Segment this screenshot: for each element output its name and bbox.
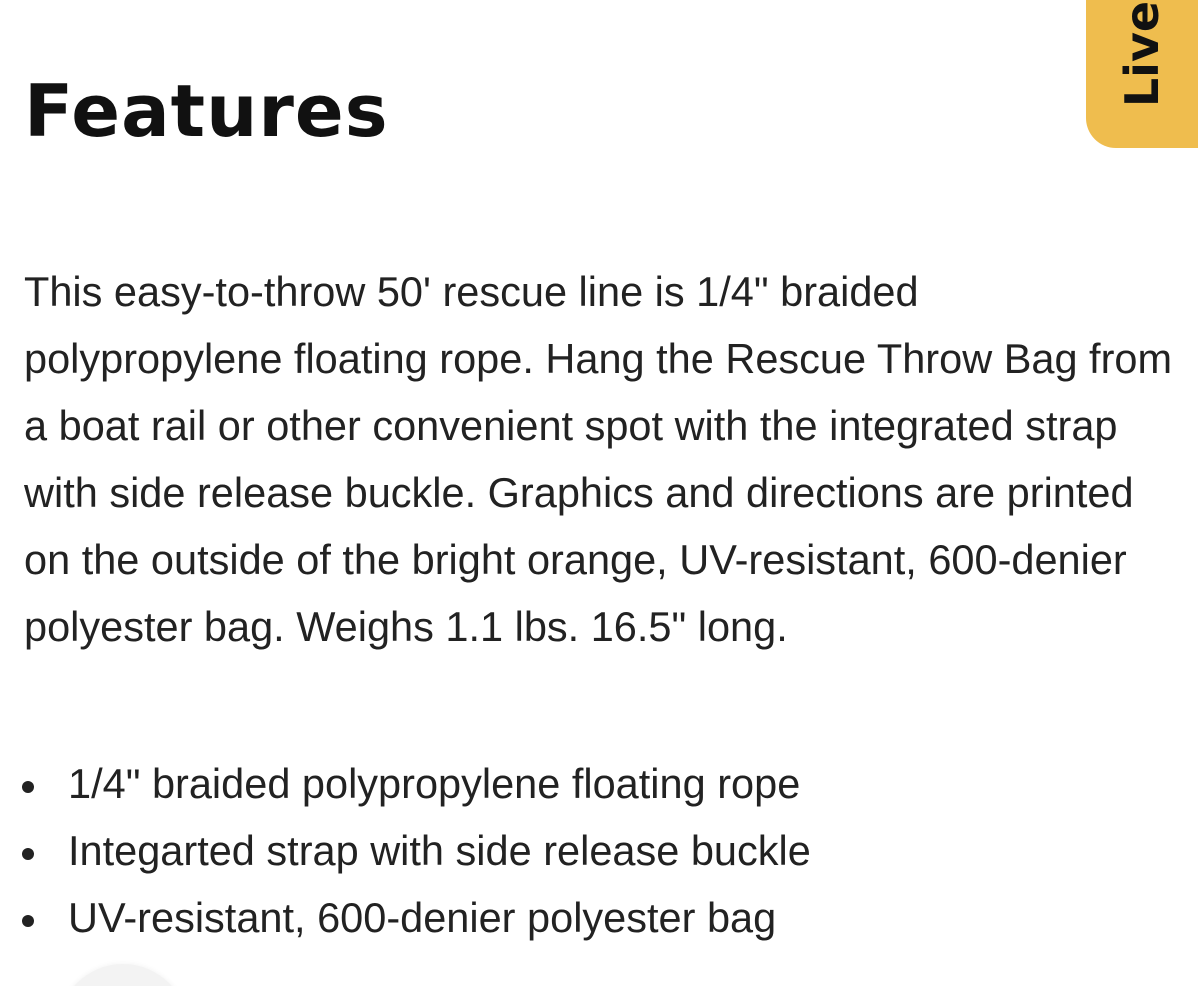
list-item — [0, 817, 811, 884]
list-item — [0, 750, 811, 817]
features-description: This easy-to-throw 50' rescue line is 1/4" braided polypropylene floating rope. Hang the Rescue Throw Bag from a boat rail or other convenient spot with the integrated strap with side release buckle. Graphics and directions are printed on the outside of the bright orange, UV-resistant, 600-denier polyester bag. Weighs 1.1 lbs. 16.5" long. — [24, 268, 1173, 650]
bullet-icon — [22, 915, 34, 927]
live-chat-tab[interactable] — [1086, 0, 1198, 148]
feature-text: 1/4" braided polypropylene floating rope — [68, 760, 801, 807]
floating-circle-button[interactable] — [58, 964, 188, 986]
feature-text: UV-resistant, 600-denier polyester bag — [68, 894, 777, 941]
feature-text: Integarted strap with side release buckle — [68, 827, 811, 874]
list-item — [0, 884, 811, 951]
live-chat-tab-label: Live — [1115, 0, 1169, 108]
features-heading: Features — [24, 69, 389, 153]
bullet-icon — [22, 848, 34, 860]
feature-list — [0, 750, 811, 951]
bullet-icon — [22, 781, 34, 793]
